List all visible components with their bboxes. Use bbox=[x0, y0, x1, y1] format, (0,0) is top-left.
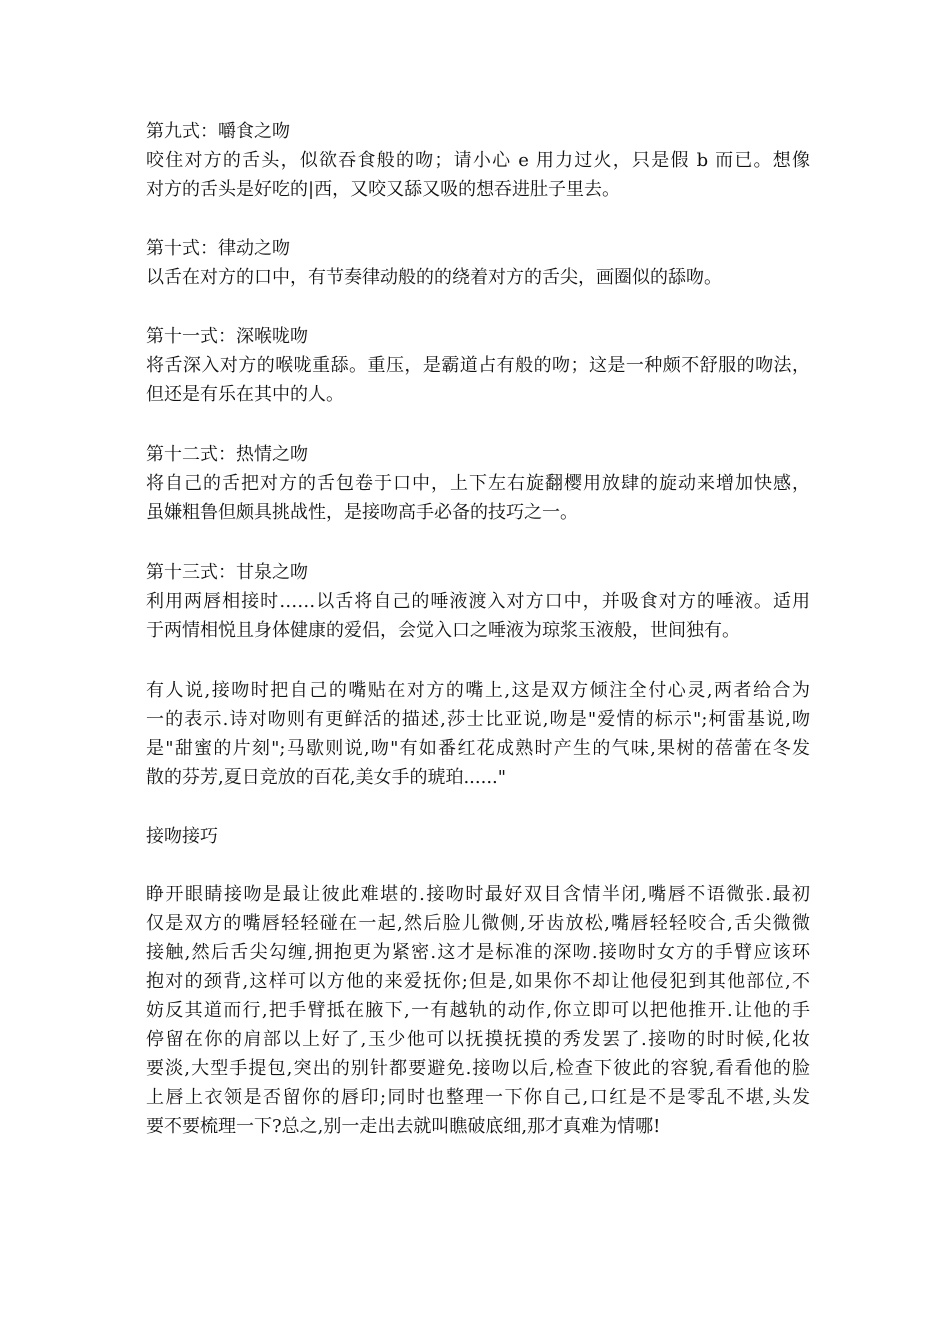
section-text-line: 虽嫌粗鲁但颇具挑战性，是接吻高手必备的技巧之一。 bbox=[146, 502, 578, 523]
section-heading: 第十二式：热情之吻 bbox=[146, 444, 308, 465]
paragraph-line: 抱对的颈背,这样可以方他的来爱抚你;但是,如果你不却让他侵犯到其他部位,不 bbox=[146, 971, 810, 992]
section-thirteenth-form bbox=[146, 558, 810, 645]
section-text-line: 将舌深入对方的喉咙重舔。重压，是霸道占有般的吻；这是一种颇不舒服的吻法， bbox=[146, 355, 810, 376]
quote-paragraph bbox=[146, 676, 810, 792]
paragraph-line: 妨反其道而行,把手臂抵在腋下,一有越轨的动作,你立即可以把他推开.让他的手 bbox=[146, 1000, 810, 1021]
section-heading: 第十一式：深喉咙吻 bbox=[146, 326, 308, 347]
section-twelfth-form bbox=[146, 440, 810, 527]
section-heading: 第十式：律动之吻 bbox=[146, 238, 290, 259]
section-text-line: 对方的舌头是好吃的|西，又咬又舔又吸的想吞进肚子里去。 bbox=[146, 179, 621, 200]
section-ninth-form bbox=[146, 117, 810, 204]
tips-section bbox=[146, 822, 810, 851]
paragraph-line: 仅是双方的嘴唇轻轻碰在一起,然后脸儿微侧,牙齿放松,嘴唇轻轻咬合,舌尖微微 bbox=[146, 913, 810, 934]
section-text-line: 但还是有乐在其中的人。 bbox=[146, 384, 344, 405]
section-text-line: 咬住对方的舌头，似欲吞食般的吻；请小心 e 用力过火，只是假 b 而已。想像 bbox=[146, 150, 810, 171]
paragraph-line: 是"甜蜜的片刻";马歇则说,吻"有如番红花成熟时产生的气味,果树的蓓蕾在冬发 bbox=[146, 738, 810, 759]
tips-paragraph bbox=[146, 880, 810, 1141]
section-text-line: 利用两唇相接时……以舌将自己的唾液渡入对方口中，并吸食对方的唾液。适用 bbox=[146, 591, 810, 612]
section-tenth-form bbox=[146, 234, 810, 292]
paragraph-line: 散的芬芳,夏日竞放的百花,美女手的琥珀......" bbox=[146, 767, 507, 788]
section-text-line: 于两情相悦且身体健康的爱侣，会觉入口之唾液为琼浆玉液般，世间独有。 bbox=[146, 620, 740, 641]
paragraph-line: 接触,然后舌尖勾缠,拥抱更为紧密.这才是标准的深吻.接吻时女方的手臂应该环 bbox=[146, 942, 810, 963]
paragraph-line: 要淡,大型手提包,突出的别针都要避免.接吻以后,检查下彼此的容貌,看看他的脸 bbox=[146, 1058, 810, 1079]
paragraph-line: 停留在你的肩部以上好了,玉少他可以抚摸抚摸的秀发罢了.接吻的时时候,化妆 bbox=[146, 1029, 810, 1050]
tips-title: 接吻接巧 bbox=[146, 826, 218, 847]
section-heading: 第九式：嚼食之吻 bbox=[146, 121, 290, 142]
section-heading: 第十三式：甘泉之吻 bbox=[146, 562, 308, 583]
paragraph-line: 要不要梳理一下?总之,别一走出去就叫瞧破底细,那才真难为情哪! bbox=[146, 1116, 661, 1137]
section-text-line: 将自己的舌把对方的舌包卷于口中，上下左右旋翻樱用放肆的旋动来增加快感， bbox=[146, 473, 810, 494]
section-text-line: 以舌在对方的口中，有节奏律动般的的绕着对方的舌尖，画圈似的舔吻。 bbox=[146, 267, 722, 288]
paragraph-line: 有人说,接吻时把自己的嘴贴在对方的嘴上,这是双方倾注全付心灵,两者给合为 bbox=[146, 680, 810, 701]
paragraph-line: 上唇上衣领是否留你的唇印;同时也整理一下你自己,口红是不是零乱不堪,头发 bbox=[146, 1087, 810, 1108]
paragraph-line: 睁开眼睛接吻是最让彼此难堪的.接吻时最好双目含情半闭,嘴唇不语微张.最初 bbox=[146, 884, 810, 905]
paragraph-line: 一的表示.诗对吻则有更鲜活的描述,莎士比亚说,吻是"爱情的标示";柯雷基说,吻 bbox=[146, 709, 810, 730]
section-eleventh-form bbox=[146, 322, 810, 409]
